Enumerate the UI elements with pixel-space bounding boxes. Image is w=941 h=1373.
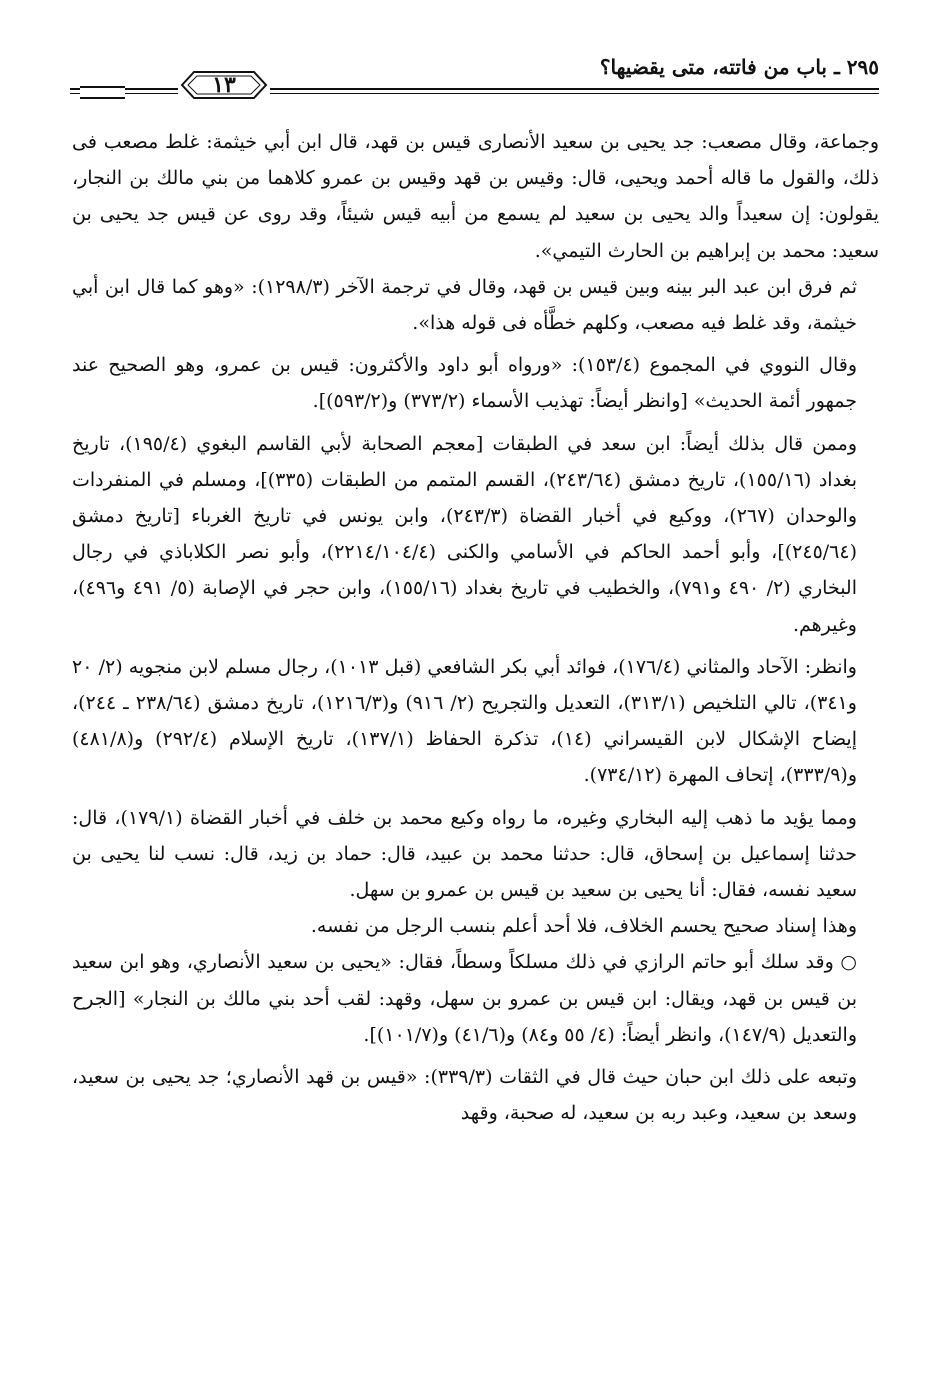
page-number-badge [178,68,270,102]
paragraph: ومما يؤيد ما ذهب إليه البخاري وغيره، ما رواه وكيع محمد بن خلف في أخبار القضاة (١٧٩/١)، قال: حدثنا إسماعيل بن إسحاق، قال: حدثنا محمد بن عبيد، قال: حماد بن زيد، قال: نسب لنا يحيى بن سعيد نفسه، فقال: أنا يحيى بن سعيد بن قيس بن عمرو بن سهل. [72,806,857,902]
paragraph: وممن قال بذلك أيضاً: ابن سعد في الطبقات [معجم الصحابة لأبي القاسم البغوي (١٩٥/٤)، تاريخ بغداد (١٥٥/١٦)، تاريخ دمشق (٢٤٣/٦٤)، القسم المتمم من الطبقات (٣٣٥)]، ومسلم في المنفردات والوحدان (٢٦٧)، ووكيع في أخبار القضاة (٢٤٣/٣)، وابن يونس في تاريخ الغرباء [تاريخ دمشق (٢٤٥/٦٤)]، وأبو أحمد الحاكم في الأسامي والكنى (٢٢١٤/١٠٤/٤)، وأبو نصر الكلاباذي في رجال البخاري (٢/ ٤٩٠ و٧٩١)، والخطيب في تاريخ بغداد (١٥٥/١٦)، وابن حجر في الإصابة (٥/ ٤٩١ و٤٩٦)، وغيرهم. [72,432,858,636]
header-ornament-lines [80,86,125,99]
page-number: ١٣ [212,72,236,98]
paragraph: وقال النووي في المجموع (١٥٣/٤): «ورواه أبو داود والأكثرون: قيس بن عمرو، وهو الصحيح عند جمهور أئمة الحديث» [وانظر أيضاً: تهذيب الأسماء (٣٧٣/٢) و(٥٩٣/٢)]. [72,354,857,413]
paragraph: وتبعه على ذلك ابن حبان حيث قال في الثقات (٣٣٩/٣): «قيس بن قهد الأنصاري؛ جد يحيى بن سعيد، وسعد بن سعيد، وعبد ربه بن سعيد، له صحبة، وقهد [72,1066,857,1125]
paragraph: وانظر: الآحاد والمثاني (١٧٦/٤)، فوائد أبي بكر الشافعي (قبل ١٠١٣)، رجال مسلم لابن منجويه (٢/ ٢٠ و٣٤١)، تالي التلخيص (٣١٣/١)، التعديل والتجريح (٢/ ٩١٦) و(١٢١٦/٣)، تاريخ دمشق (٢٣٨/٦٤ ـ ٢٤٤)، إيضاح الإشكال لابن القيسراني (١٤)، تذكرة الحفاظ (١٣٧/١)، تاريخ الإسلام (٢٩٢/٤) و(٤٨١/٨) و(٣٣٣/٩)، إتحاف المهرة (٧٣٤/١٢). [72,655,857,787]
paragraph: وهذا إسناد صحيح يحسم الخلاف، فلا أحد أعلم بنسب الرجل من نفسه. [310,915,857,938]
page-body [72,124,879,1131]
page-header [70,52,879,102]
chapter-title: ٢٩٥ ـ باب من فاتته، متى يقضيها؟ [599,55,879,79]
paragraph: ○ وقد سلك أبو حاتم الرازي في ذلك مسلكاً وسطاً، فقال: «يحيى بن سعيد الأنصاري، وهو ابن سعيد بن قيس بن قهد، ويقال: ابن قيس بن عمرو بن سهل، وقهد: لقب أحد بني مالك بن النجار» [الجرح والتعديل (١٤٧/٩)، وانظر أيضاً: (٤/ ٥٥ و٨٤) و(٤١/٦) و(١٠١/٧)]. [72,951,857,1046]
paragraph: ثم فرق ابن عبد البر بينه وبين قيس بن قهد، وقال في ترجمة الآخر (١٢٩٨/٣): «وهو كما قال ابن أبي خيثمة، وقد غلط فيه مصعب، وكلهم خطَّأه فى قوله هذا». [72,275,857,335]
paragraph: وجماعة، وقال مصعب: جد يحيى بن سعيد الأنصارى قيس بن قهد، قال ابن أبي خيثمة: غلط مصعب فى ذلك، والقول ما قاله أحمد ويحيى، قال: وقيس بن قهد وقيس بن عمرو كلاهما من بني مالك بن النجار، يقولون: إن سعيداً والد يحيى بن سعيد لم يسمع من أبيه قيس شيئاً، وقد روى عن قيس جد يحيى بن سعيد: محمد بن إبراهيم بن الحارث التيمي». [72,131,879,262]
